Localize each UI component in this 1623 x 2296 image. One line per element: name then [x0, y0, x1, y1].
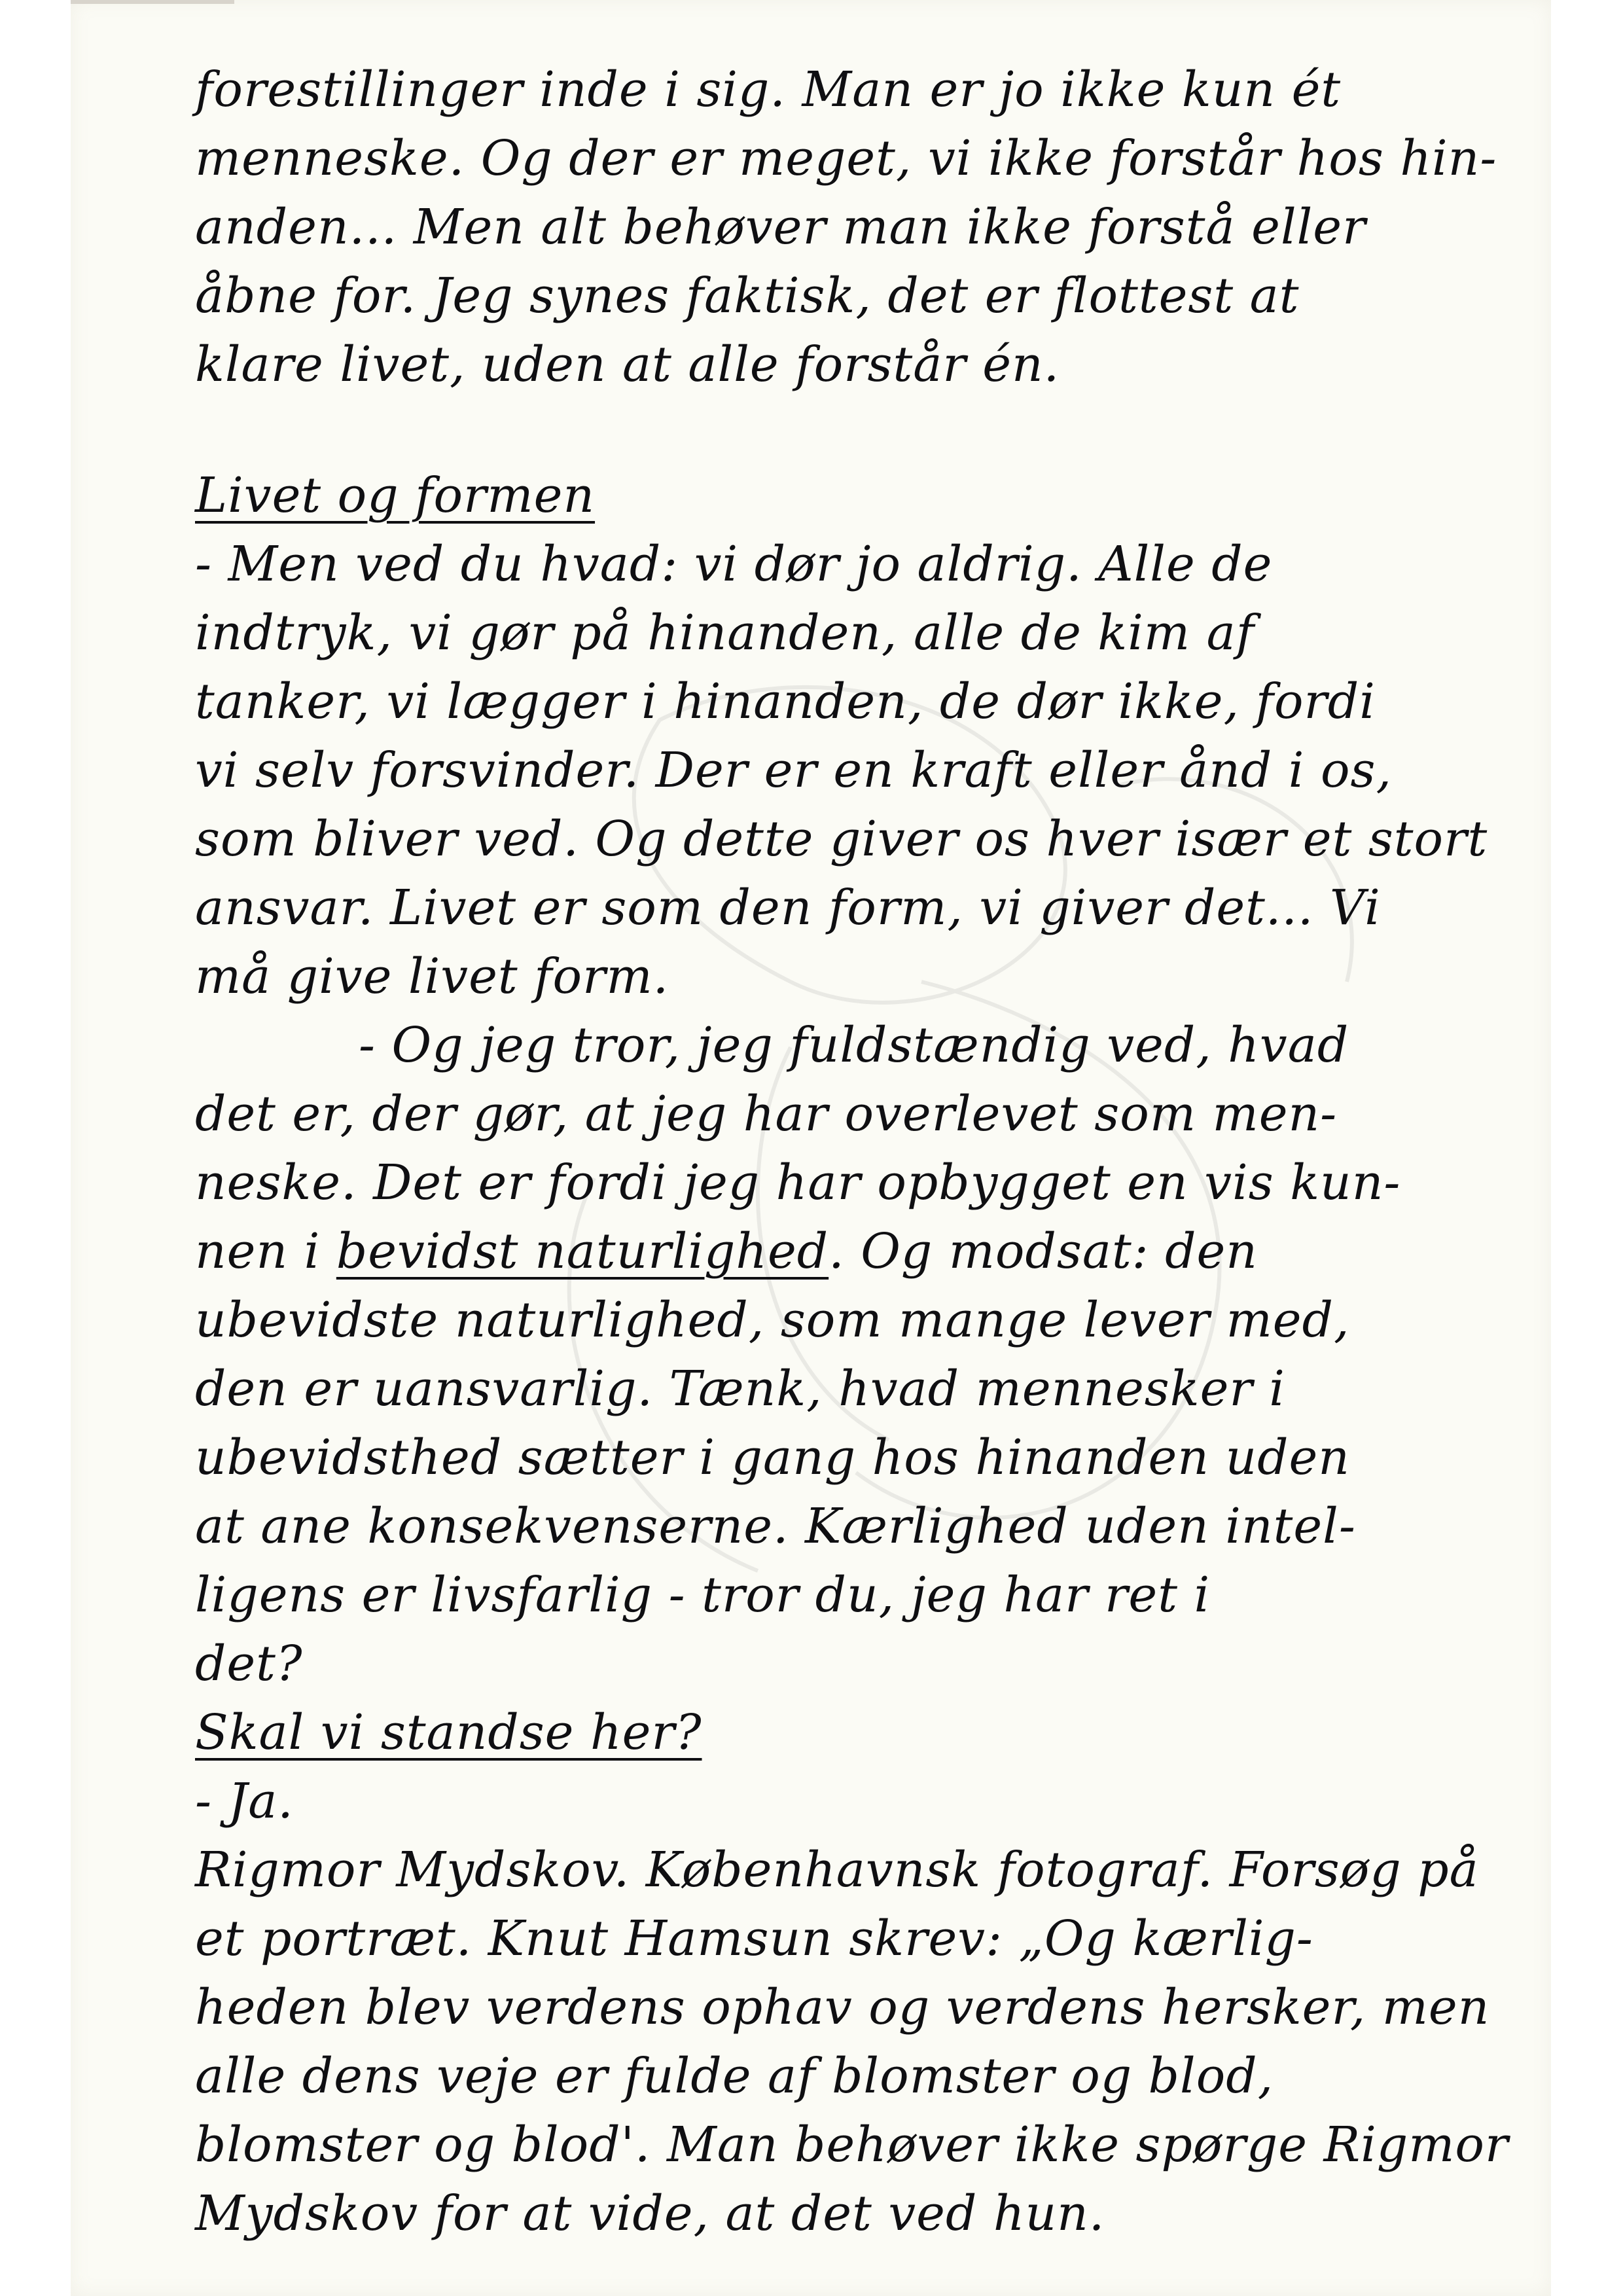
text-fragment: . Og modsat: den: [829, 1223, 1258, 1280]
page-edge: [71, 0, 234, 4]
text-line: blomster og blod'. Man behøver ikke spørge Rigmor: [195, 2117, 1509, 2173]
paragraph-3: [195, 1011, 1582, 1698]
text-fragment: nen i: [195, 1223, 336, 1280]
text-line: tanker, vi lægger i hinanden, de dør ikke, fordi: [195, 673, 1376, 730]
text-line: at ane konsekvenserne. Kærlighed uden intel-: [195, 1498, 1356, 1554]
text-line: [195, 1217, 1582, 1286]
handwritten-text: [195, 56, 1582, 2248]
paragraph-2: [195, 530, 1582, 1011]
text-line: vi selv forsvinder. Der er en kraft eller ånd i os,: [195, 742, 1393, 798]
text-line: Mydskov for at vide, at det ved hun.: [195, 2185, 1105, 2242]
text-line: indtryk, vi gør på hinanden, alle de kim af: [195, 605, 1255, 661]
text-line: heden blev verdens ophav og verdens hersker, men: [195, 1979, 1490, 2036]
text-line: ansvar. Livet er som den form, vi giver det... Vi: [195, 880, 1381, 936]
text-line: Rigmor Mydskov. Københavnsk fotograf. Forsøg på: [195, 1842, 1479, 1898]
text-line: alle dens veje er fulde af blomster og blod,: [195, 2048, 1274, 2104]
paragraph-1: [195, 56, 1582, 399]
text-line: åbne for. Jeg synes faktisk, det er flottest at: [195, 268, 1300, 324]
text-line: anden... Men alt behøver man ikke forstå eller: [195, 199, 1366, 255]
text-line: ubevidste naturlighed, som mange lever med,: [195, 1292, 1350, 1348]
text-line: neske. Det er fordi jeg har opbygget en vis kun-: [195, 1155, 1401, 1211]
text-line: et portræt. Knut Hamsun skrev: „Og kærlig-: [195, 1910, 1313, 1967]
text-line: må give livet form.: [195, 948, 669, 1005]
notebook-page: [71, 0, 1551, 2296]
text-line: ligens er livsfarlig - tror du, jeg har ret i: [195, 1567, 1211, 1623]
text-line: menneske. Og der er meget, vi ikke forstår hos hin-: [195, 130, 1497, 187]
text-line: ubevidsthed sætter i gang hos hinanden uden: [195, 1429, 1350, 1486]
spacer: [195, 399, 1582, 461]
text-line: - Men ved du hvad: vi dør jo aldrig. Alle de: [195, 536, 1273, 592]
text-line: det?: [195, 1636, 303, 1692]
underlined-phrase: bevidst naturlighed: [336, 1223, 829, 1280]
text-line: den er uansvarlig. Tænk, hvad mennesker i: [195, 1361, 1285, 1417]
text-line: som bliver ved. Og dette giver os hver især et stort: [195, 811, 1488, 867]
text-line: det er, der gør, at jeg har overlevet som men-: [195, 1086, 1338, 1142]
text-line: - Og jeg tror, jeg fuldstændig ved, hvad: [359, 1017, 1349, 1073]
text-line: forestillinger inde i sig. Man er jo ikke kun ét: [195, 62, 1342, 118]
paragraph-4: [195, 1836, 1582, 2248]
section-heading-livet-og-formen: Livet og formen: [195, 467, 596, 524]
section-heading-skal-vi-standse-her: Skal vi standse her?: [195, 1704, 702, 1761]
text-line: klare livet, uden at alle forstår én.: [195, 336, 1060, 393]
reply-line: - Ja.: [195, 1773, 294, 1829]
